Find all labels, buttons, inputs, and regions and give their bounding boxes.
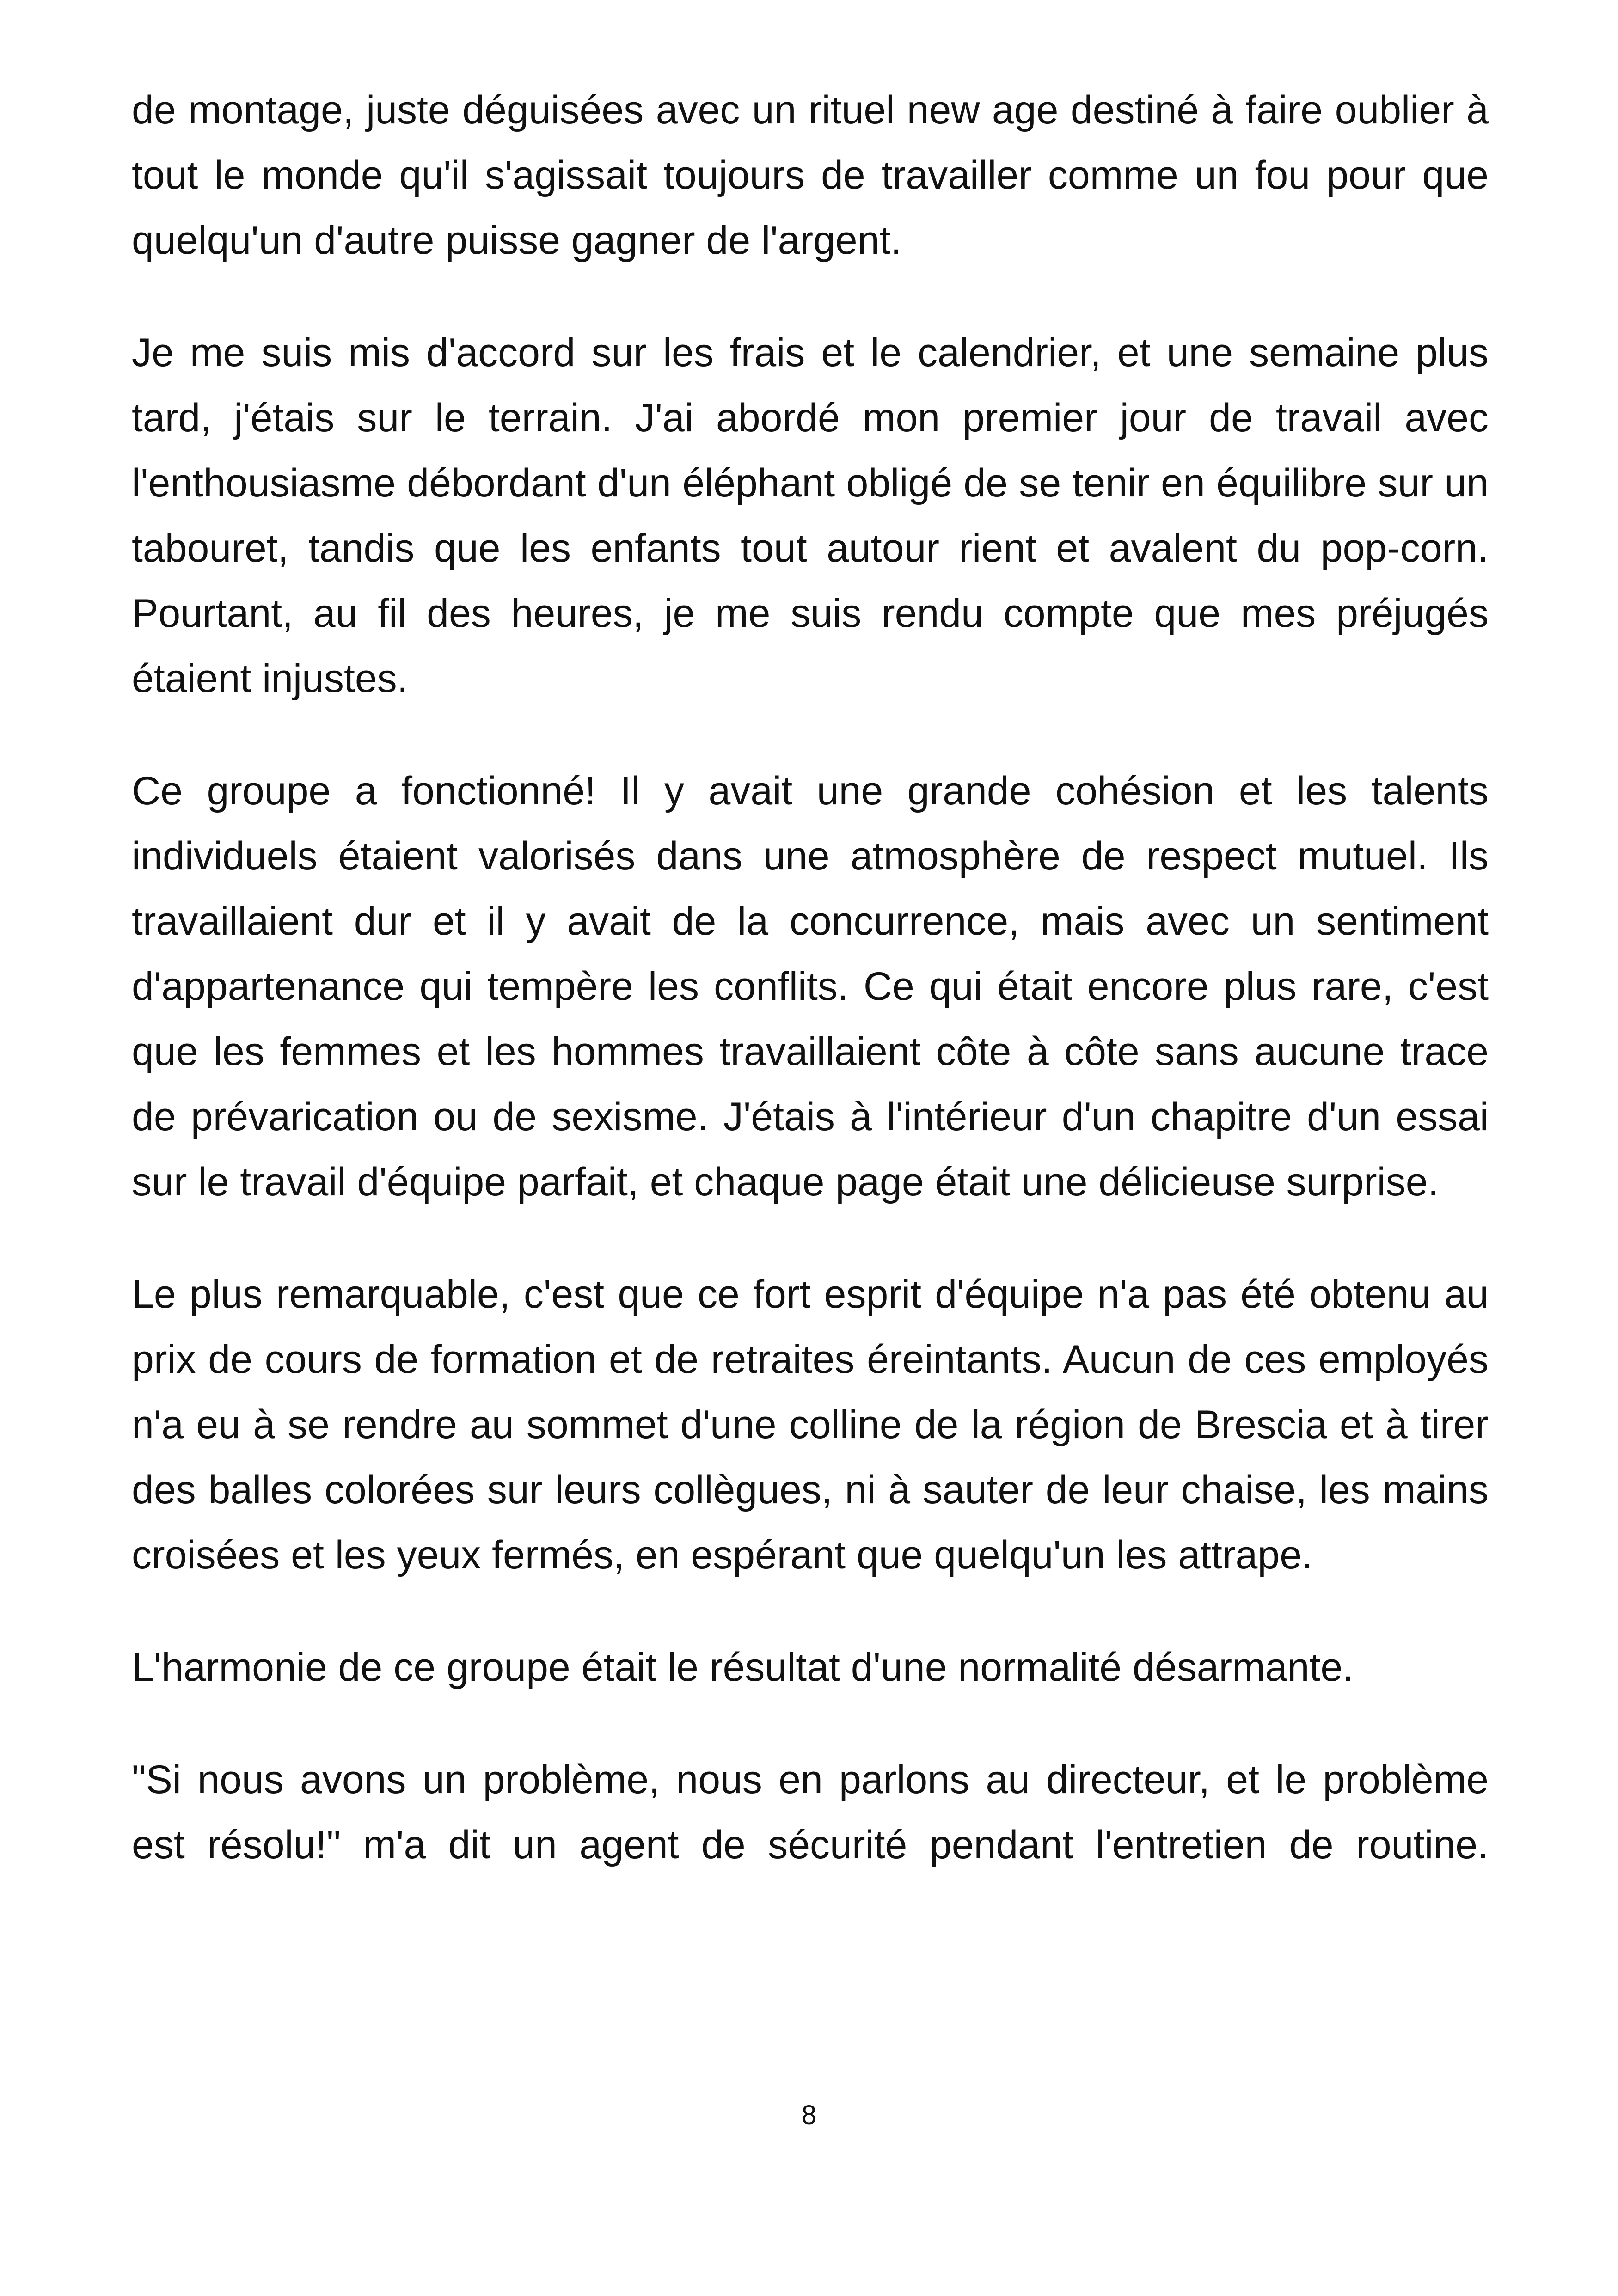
paragraph-5: L'harmonie de ce groupe était le résultat d'une normalité désarmante. — [132, 1645, 1354, 1690]
page-number: 8 — [801, 2100, 817, 2130]
paragraph-3: Ce groupe a fonctionné! Il y avait une grande cohésion et les talents individuels étaient valorisés dans une atmosphère de respect mutuel. Ils travaillaient dur et il y avait de la concurrence, mais avec un sentiment d'appartenance qui tempère les conflits. Ce qui était encore plus rare, c'est que les femmes et les hommes travaillaient côte à côte sans aucune trace de prévarication ou de sexisme. J'étais à l'intérieur d'un chapitre d'un essai sur le travail d'équipe parfait, et chaque page était une délicieuse surprise. — [132, 769, 1489, 1204]
paragraph-1: de montage, juste déguisées avec un rituel new age destiné à faire oublier à tout le monde qu'il s'agissait toujours de travailler comme un fou pour que quelqu'un d'autre puisse gagner de l'argent. — [132, 88, 1489, 263]
paragraph-6: "Si nous avons un problème, nous en parlons au directeur, et le problème est résolu!" m'a dit un agent de sécurité pendant l'entretien de routine. — [132, 1757, 1489, 1867]
paragraph-2: Je me suis mis d'accord sur les frais et le calendrier, et une semaine plus tard, j'étais sur le terrain. J'ai abordé mon premier jour de travail avec l'enthousiasme débordant d'un éléphant obligé de se tenir en équilibre sur un tabouret, tandis que les enfants tout autour rient et avalent du pop-corn. Pourtant, au fil des heures, je me suis rendu compte que mes préjugés étaient injustes. — [132, 331, 1489, 701]
page-body-text — [132, 78, 1489, 1925]
paragraph-4: Le plus remarquable, c'est que ce fort esprit d'équipe n'a pas été obtenu au prix de cours de formation et de retraites éreintants. Aucun de ces employés n'a eu à se rendre au sommet d'une colline de la région de Brescia et à tirer des balles colorées sur leurs collègues, ni à sauter de leur chaise, les mains croisées et les yeux fermés, en espérant que quelqu'un les attrape. — [132, 1272, 1489, 1577]
